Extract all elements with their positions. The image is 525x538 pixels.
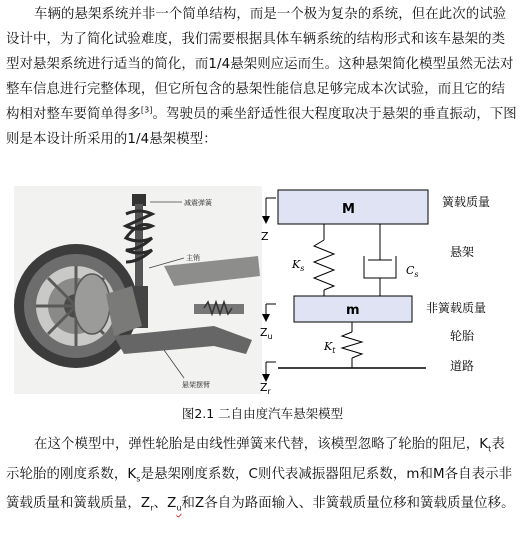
model-description-paragraph: 在这个模型中，弹性轮胎是由线性弹簧来代替，该模型忽略了轮胎的阻尼，$K_t$表示轮胎的刚度系数，$K_s$是悬架刚度系数，C则代表减振器阻尼系数，m和M各自表示非簧载质量和簧载质量，$Z_r$、$Z_u$和Z各自为路面输入、非簧载质量位移和簧载质量位移。 xyxy=(6,437,515,514)
label-shock-spring: 减震弹簧 xyxy=(184,199,212,207)
kt-label: $K_t$ xyxy=(324,340,336,355)
ks-label: $K_s$ xyxy=(292,258,305,273)
unsprung-mass-symbol: m xyxy=(346,303,360,318)
suspension-spring xyxy=(314,224,334,296)
label-road: 道路 xyxy=(450,359,475,373)
zr-label: $Z_r$ xyxy=(260,381,271,394)
label-control-arm: 悬架摆臂 xyxy=(182,381,210,389)
z-label: Z xyxy=(261,230,269,243)
suspension-damper xyxy=(364,224,396,296)
label-unsprung-mass: 非簧载质量 xyxy=(426,301,487,315)
citation-ref: [3] xyxy=(140,105,153,115)
label-tire: 轮胎 xyxy=(450,329,475,343)
cs-label: $C_s$ xyxy=(406,264,419,279)
intro-paragraph xyxy=(6,2,518,152)
label-suspension: 悬架 xyxy=(450,245,475,259)
label-sprung-mass: 簧载质量 xyxy=(442,195,491,209)
suspension-photo xyxy=(14,186,262,394)
tire-spring xyxy=(342,322,362,368)
quarter-car-model xyxy=(254,186,525,394)
intro-text: 车辆的悬架系统并非一个简单结构，而是一个极为复杂的系统，但在此次的试验设计中，为了简化试验难度，我们需要根据具体车辆系统的结构形式和该车悬架的类型对悬架系统进行适当的简化，而1/4悬架则应运而生。这种悬架简化模型虽然无法对整车信息进行完整体现，但它所包含的悬架性能信息足够完成本次试验，而且它的结构相对整车要简单得多 xyxy=(6,7,514,122)
zu-label: $Z_u$ xyxy=(260,326,273,341)
label-kingpin: 主销 xyxy=(186,254,200,262)
sprung-mass-symbol: M xyxy=(342,202,355,217)
figure-caption: 图2.1 二自由度汽车悬架模型 xyxy=(181,406,344,421)
figure xyxy=(0,186,525,394)
intro-tail: 。驾驶员的乘坐舒适性很大程度取决于悬架的垂直振动，下图则是本设计所采用的1/4悬架模型： xyxy=(6,107,517,147)
